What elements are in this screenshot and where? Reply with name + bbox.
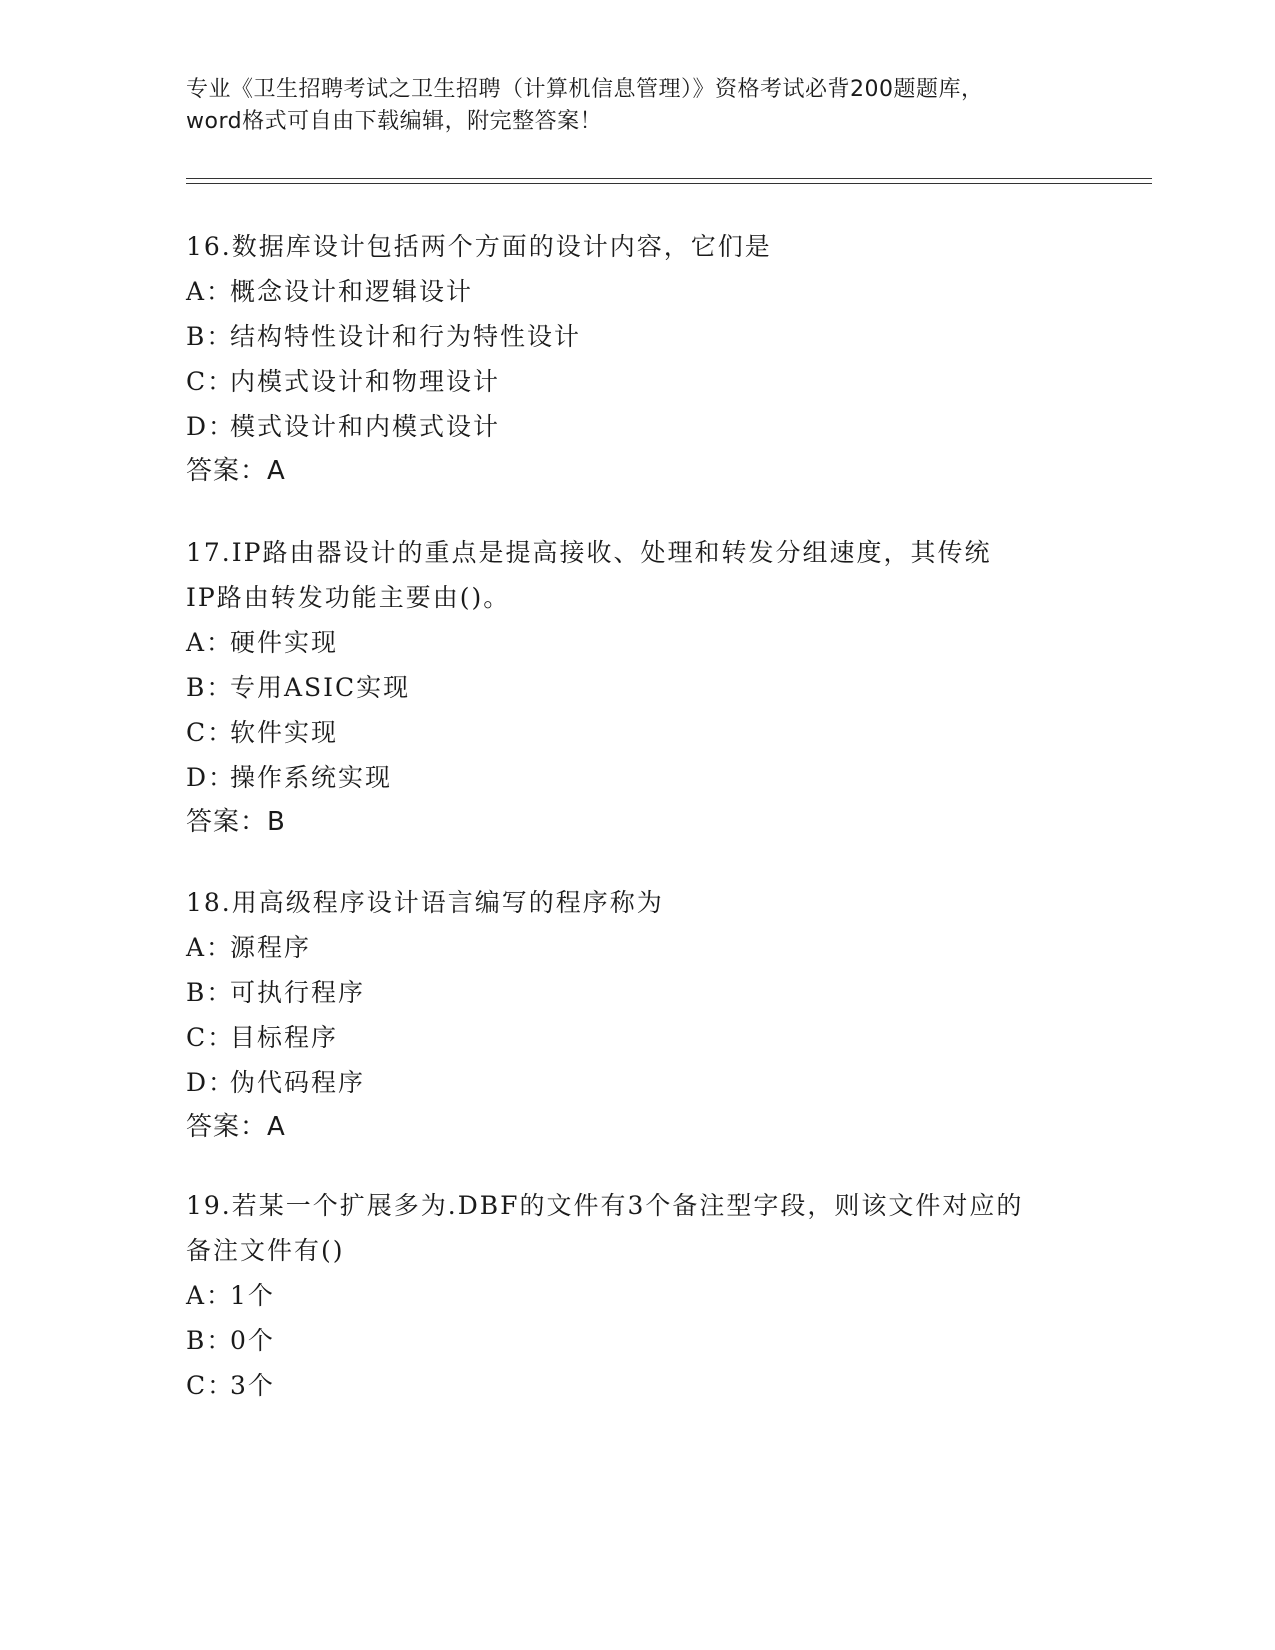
- question-stem: [186, 224, 1116, 269]
- question-stem-line: 17.IP路由器设计的重点是提高接收、处理和转发分组速度，其传统: [186, 538, 992, 567]
- option-text: 伪代码程序: [230, 1068, 366, 1097]
- option-d: [186, 755, 1116, 800]
- option-key: D：: [186, 412, 236, 441]
- option-key: C：: [186, 367, 235, 396]
- option-text: 0个: [230, 1326, 275, 1355]
- option-c: [186, 1363, 1116, 1408]
- option-c: [186, 710, 1116, 755]
- option-key: B：: [186, 673, 234, 702]
- header-line-1: 专业《卫生招聘考试之卫生招聘（计算机信息管理）》资格考试必背200题题库，: [186, 77, 984, 102]
- option-text: 硬件实现: [230, 628, 339, 657]
- option-c: [186, 1015, 1116, 1060]
- question-16: [186, 224, 1116, 494]
- answer-line: 答案：B: [186, 807, 286, 837]
- option-text: 目标程序: [230, 1023, 339, 1052]
- option-key: B：: [186, 322, 234, 351]
- option-text: 可执行程序: [230, 978, 366, 1007]
- question-17: [186, 530, 1116, 845]
- question-stem-line: 18.用高级程序设计语言编写的程序称为: [186, 888, 664, 917]
- document-header: [186, 74, 1086, 138]
- option-key: C：: [186, 718, 235, 747]
- question-stem: [186, 530, 1116, 620]
- option-b: [186, 1318, 1116, 1363]
- option-key: D：: [186, 763, 236, 792]
- option-key: B：: [186, 978, 234, 1007]
- option-a: [186, 620, 1116, 665]
- option-text: 1个: [230, 1281, 275, 1310]
- header-divider-top: [186, 178, 1152, 179]
- answer-line: 答案：A: [186, 1112, 286, 1142]
- question-19: [186, 1183, 1116, 1408]
- question-stem-line: 19.若某一个扩展多为.DBF的文件有3个备注型字段，则该文件对应的: [186, 1191, 1024, 1220]
- question-stem-line: IP路由转发功能主要由()。: [186, 583, 511, 612]
- option-key: A：: [186, 628, 234, 657]
- option-key: C：: [186, 1023, 235, 1052]
- option-b: [186, 314, 1116, 359]
- question-18: [186, 880, 1116, 1150]
- option-key: A：: [186, 277, 234, 306]
- option-a: [186, 269, 1116, 314]
- question-stem-line: 16.数据库设计包括两个方面的设计内容，它们是: [186, 232, 772, 261]
- option-key: D：: [186, 1068, 236, 1097]
- option-text: 结构特性设计和行为特性设计: [230, 322, 582, 351]
- option-key: A：: [186, 933, 234, 962]
- question-stem: [186, 1183, 1116, 1273]
- option-a: [186, 1273, 1116, 1318]
- option-text: 软件实现: [230, 718, 339, 747]
- option-text: 源程序: [230, 933, 312, 962]
- header-divider-bottom: [186, 183, 1152, 184]
- option-text: 3个: [230, 1371, 275, 1400]
- answer-line: 答案：A: [186, 456, 286, 486]
- option-a: [186, 925, 1116, 970]
- option-key: A：: [186, 1281, 234, 1310]
- question-stem: [186, 880, 1116, 925]
- option-b: [186, 970, 1116, 1015]
- option-text: 概念设计和逻辑设计: [230, 277, 474, 306]
- option-text: 专用ASIC实现: [230, 673, 411, 702]
- option-key: B：: [186, 1326, 234, 1355]
- option-key: C：: [186, 1371, 235, 1400]
- option-d: [186, 1060, 1116, 1105]
- option-text: 模式设计和内模式设计: [230, 412, 501, 441]
- option-d: [186, 404, 1116, 449]
- header-line-2: word格式可自由下载编辑，附完整答案！: [186, 109, 603, 134]
- option-b: [186, 665, 1116, 710]
- option-text: 操作系统实现: [230, 763, 393, 792]
- option-c: [186, 359, 1116, 404]
- question-stem-line: 备注文件有(): [186, 1236, 345, 1265]
- option-text: 内模式设计和物理设计: [230, 367, 501, 396]
